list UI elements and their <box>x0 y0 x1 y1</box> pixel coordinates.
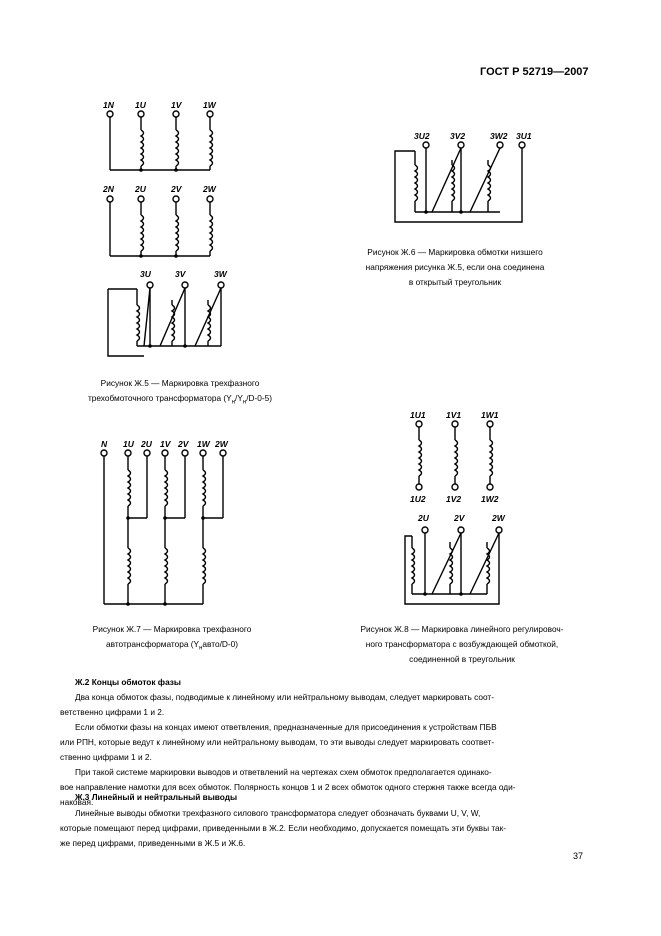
s3-p1-line1: Линейные выводы обмотки трехфазного силового трансформатора следует обозначать буквами U, V, W, <box>75 808 481 818</box>
s2-p3-line1: При такой системе маркировки выводов и ответвлений на чертежах схем обмоток предполагается одинако- <box>75 767 492 777</box>
fig5-caption-line2: трехобмоточного трансформатора $(Y_н/Y_н/D-0-5)$ <box>87 393 273 406</box>
fig8-label-1v1: 1V1 <box>446 410 462 420</box>
s3-p1-line3: же перед цифрами, приведенными в Ж.5 и Ж.6. <box>60 838 246 848</box>
fig7-label-2w: 2W <box>215 439 228 449</box>
s2-p2-line2: или РПН, которые ведут к линейному или нейтральному выводам, то эти выводы следует маркировать соответ- <box>60 737 495 747</box>
fig5-label-2w: 2W <box>203 184 216 194</box>
section-3-body <box>60 806 585 851</box>
fig6-label-3w2: 3W2 <box>490 131 508 141</box>
s3-p1-line2: которые помещают перед цифрами, приведенными в Ж.2. Если необходимо, допускается помещать эти буквы так- <box>60 823 507 833</box>
fig8-label-1v2: 1V2 <box>446 494 462 504</box>
fig7-label-2v: 2V <box>178 439 189 449</box>
s2-p3-line3: наковая. <box>60 797 94 807</box>
s2-p3-line2: вое направление намотки для всех обмоток. Полярность концов 1 и 2 всех обмоток одного стержня также всегда оди- <box>60 782 516 792</box>
fig5-label-3u: 3U <box>140 269 151 279</box>
fig8-label-1w2: 1W2 <box>481 494 499 504</box>
fig5-label-1u: 1U <box>135 100 146 110</box>
fig5-label-1n: 1N <box>103 100 114 110</box>
s2-p2-line3: ственно цифрами 1 и 2. <box>60 752 152 762</box>
fig7-label-1u: 1U <box>123 439 134 449</box>
page-number: 37 <box>573 851 584 861</box>
fig8-caption-line3: соединенной в треугольник <box>409 654 515 664</box>
fig8-label-2u: 2U <box>418 513 429 523</box>
s2-p1-line1: Два конца обмоток фазы, подводимые к линейному или нейтральному выводам, следует маркировать соот- <box>75 692 494 702</box>
fig6-caption-line1: Рисунок Ж.6 — Маркировка обмотки низшего <box>367 247 543 257</box>
fig8-caption <box>322 622 602 667</box>
fig8-caption-line1: Рисунок Ж.8 — Маркировка линейного регулировоч- <box>360 624 564 634</box>
fig7-caption-line2: автотрансформатора $(Y_навто/D-0)$ <box>105 639 239 652</box>
section-3-heading: Ж.3 Линейный и нейтральный выводы <box>75 792 238 802</box>
fig8-label-2w: 2W <box>492 513 505 523</box>
fig5-label-2v: 2V <box>171 184 182 194</box>
fig8-label-1u1: 1U1 <box>410 410 426 420</box>
fig5-label-3w: 3W <box>214 269 227 279</box>
s2-p2-line1: Если обмотки фазы на концах имеют ответвления, предназначенные для присоединения к устройствам ПБВ <box>75 722 497 732</box>
fig8-label-2v: 2V <box>454 513 465 523</box>
fig5-label-1w: 1W <box>203 100 216 110</box>
fig6-label-3u2: 3U2 <box>414 131 430 141</box>
fig8-label-1w1: 1W1 <box>481 410 499 420</box>
fig5-caption-line1: Рисунок Ж.5 — Маркировка трехфазного <box>100 378 260 388</box>
fig8-label-1u2: 1U2 <box>410 494 426 504</box>
fig5-label-3v: 3V <box>175 269 186 279</box>
section-2-heading: Ж.2 Концы обмоток фазы <box>75 677 181 687</box>
fig6-label-3u1: 3U1 <box>516 131 532 141</box>
fig7-label-1v: 1V <box>160 439 171 449</box>
document-header: ГОСТ Р 52719—2007 <box>480 66 589 78</box>
fig7-label-n: N <box>101 439 108 449</box>
fig8-caption-line2: ного трансформатора с возбуждающей обмоткой, <box>365 639 559 649</box>
fig7-caption-line1: Рисунок Ж.7 — Маркировка трехфазного <box>92 624 252 634</box>
fig5-label-1v: 1V <box>171 100 182 110</box>
fig7-label-1w: 1W <box>197 439 210 449</box>
fig6-caption-line3: в открытый треугольник <box>408 277 502 287</box>
fig6-caption-line2: напряжения рисунка Ж.5, если она соединена <box>365 262 545 272</box>
fig5-label-2u: 2U <box>135 184 146 194</box>
fig5-label-2n: 2N <box>103 184 114 194</box>
fig6-label-3v2: 3V2 <box>450 131 466 141</box>
fig7-label-2u: 2U <box>141 439 152 449</box>
s2-p1-line2: ветственно цифрами 1 и 2. <box>60 707 165 717</box>
